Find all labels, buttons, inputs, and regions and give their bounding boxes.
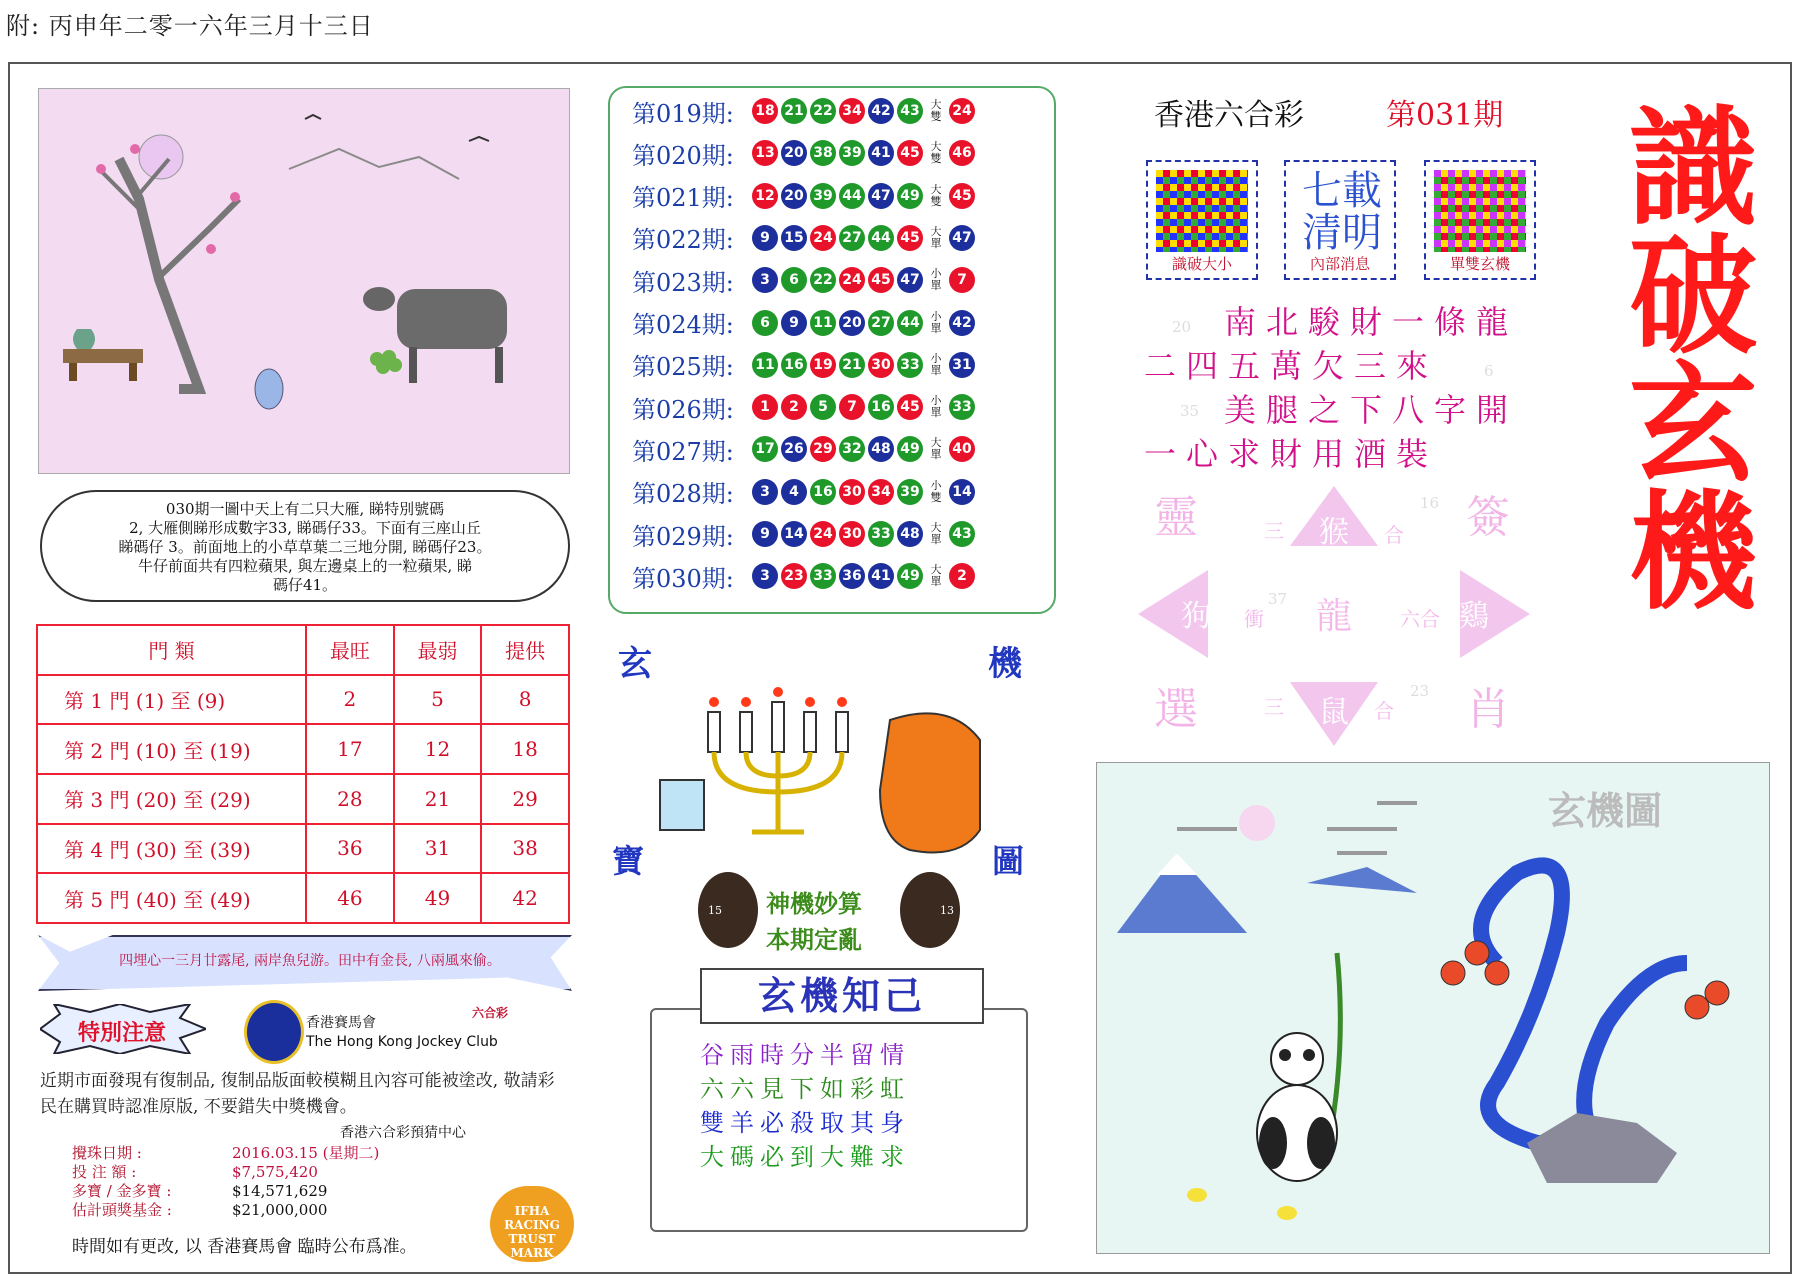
issue-label: 第021期: [632,184,734,213]
history-row [632,92,978,130]
header-date: 附: 丙申年二零一六年三月十三日 [6,12,374,40]
size-parity-tag: 大雙 [930,98,942,123]
number-ball: 49 [897,183,923,209]
door-min: 12 [394,724,482,774]
door-min: 49 [394,873,482,923]
history-row [632,473,978,511]
table-row [37,774,569,824]
cross-up: 猴 [1319,515,1349,550]
cross-small: 三 [1264,695,1284,719]
number-ball: 44 [897,310,923,336]
number-ball: 1 [752,394,778,420]
door-give: 42 [481,873,569,923]
prediction-poem [1144,300,1518,476]
jockey-club-name-en: The Hong Kong Jockey Club [306,1034,498,1050]
issue-number: 第031期 [1386,98,1504,133]
table-row [37,873,569,923]
door-max: 2 [306,675,394,725]
door-min: 31 [394,824,482,874]
number-ball: 47 [897,267,923,293]
number-ball: 41 [868,563,894,589]
table-header: 最弱 [394,625,482,675]
box-size [1146,160,1258,280]
poem-line: 雙羊必殺取其身 [700,1109,910,1137]
poem-line: 美腿之下八字開 [1224,391,1519,429]
number-ball: 33 [810,563,836,589]
poem-number: 6 [1484,362,1494,380]
special-ball: 24 [949,98,975,124]
mark-six-logo: 六合彩 [471,1006,508,1020]
number-ball: 9 [781,310,807,336]
pic-title: 玄機圖 [1548,788,1663,833]
number-ball: 21 [781,98,807,124]
size-parity-tag: 大單 [930,521,942,546]
special-ball: 2 [949,563,975,589]
number-ball: 9 [752,521,778,547]
number-ball: 34 [839,98,865,124]
caption-line: 牛仔前面共有四粒蘋果, 與左邊桌上的一粒蘋果, 睇 [137,557,473,575]
number-ball: 44 [868,225,894,251]
cross-corner: 簽 [1466,492,1510,543]
number-ball: 42 [868,98,894,124]
box-caption: 內部消息 [1309,255,1370,273]
special-ball: 42 [949,310,975,336]
number-ball: 23 [781,563,807,589]
issue-label: 第023期: [632,268,734,297]
special-ball: 14 [949,479,975,505]
number-ball: 3 [752,479,778,505]
number-ball: 39 [839,140,865,166]
cross-small: 衝 [1244,607,1264,631]
qizai-qingming [1292,170,1392,254]
door-label: 第 4 門 (30) 至 (39) [37,824,306,874]
number-ball: 49 [897,436,923,462]
table-row [37,724,569,774]
issue-label: 第019期: [632,99,734,128]
cross-right: 鷄 [1459,599,1489,634]
number-ball: 15 [781,225,807,251]
special-notice-badge [40,1004,206,1054]
number-ball: 7 [839,394,865,420]
number-ball: 9 [752,225,778,251]
caption-line: 睇碼仔 3。前面地上的小草草葉二三地分開, 睇碼仔23。 [118,538,492,556]
number-ball: 6 [752,310,778,336]
number-ball: 27 [868,310,894,336]
scroll-title: 玄機知己 [700,968,984,1024]
box-caption: 單雙玄機 [1449,255,1510,273]
puzzle-picture-1 [38,88,570,474]
number-ball: 20 [781,140,807,166]
issue-label: 第030期: [632,564,734,593]
monkey-number-left: 15 [708,904,722,917]
number-ball: 36 [839,563,865,589]
number-ball: 39 [897,479,923,505]
issue-label: 第027期: [632,437,734,466]
caption-line: 碼仔41。 [272,576,338,594]
number-ball: 12 [752,183,778,209]
info-value: $7,575,420 [232,1163,318,1181]
number-ball: 26 [781,436,807,462]
number-ball: 33 [868,521,894,547]
jockey-club-name-cn: 香港賽馬會 [306,1015,376,1031]
door-max: 36 [306,824,394,874]
number-ball: 4 [781,479,807,505]
door-max: 46 [306,873,394,923]
number-ball: 45 [897,394,923,420]
number-ball: 45 [868,267,894,293]
footnote: 時間如有更改, 以 香港賽馬會 臨時公布爲准。 [72,1237,417,1257]
table-header-row [37,625,569,675]
shenji-motto [766,886,862,958]
table-row [37,675,569,725]
cross-small: 合 [1384,523,1404,547]
door-label: 第 3 門 (20) 至 (29) [37,774,306,824]
number-ball: 33 [897,352,923,378]
caption-line: 030期一圖中天上有二只大雁, 睇特別號碼 [165,500,445,518]
door-give: 29 [481,774,569,824]
size-parity-tag: 大單 [930,436,942,462]
info-value: $14,571,629 [232,1182,328,1200]
info-key: 多寶 / 金多寶 : [72,1182,172,1200]
cross-corner: 選 [1154,684,1198,735]
side-char-tu: 圖 [992,842,1025,880]
door-label: 第 5 門 (40) 至 (49) [37,873,306,923]
issue-label: 第026期: [632,395,734,424]
number-ball: 22 [810,98,836,124]
number-ball: 39 [810,183,836,209]
mark-six-title: 香港六合彩 [1154,98,1304,133]
poem-line: 大碼必到大難求 [700,1143,910,1171]
number-ball: 24 [810,521,836,547]
special-ball: 43 [949,521,975,547]
door-max: 28 [306,774,394,824]
number-ball: 27 [839,225,865,251]
motto-line: 本期定亂 [766,925,862,954]
special-ball: 31 [949,352,975,378]
table-header: 最旺 [306,625,394,675]
door-give: 38 [481,824,569,874]
cross-down: 鼠 [1319,695,1349,730]
table-row [37,824,569,874]
issue-label: 第024期: [632,311,734,339]
number-ball: 22 [810,267,836,293]
cross-small: 六合 [1400,607,1440,631]
history-row [632,261,978,299]
number-ball: 5 [810,394,836,420]
scroll-poem [700,1038,910,1174]
poem-number: 35 [1180,402,1200,420]
number-ball: 3 [752,563,778,589]
side-char-bao: 寶 [612,842,645,880]
size-parity-tag: 大單 [930,224,942,250]
number-ball: 49 [897,563,923,589]
door-label: 第 2 門 (10) 至 (19) [37,724,306,774]
issue-label: 第025期: [632,353,734,382]
counterfeit-notice: 近期市面發現有復制品, 復制品版面較模糊且內容可能被塗改, 敬請彩民在購買時認准原版, 不要錯失中獎機會。 [40,1071,555,1117]
info-value: $21,000,000 [232,1201,328,1219]
poem-line: 六六見下如彩虹 [700,1075,910,1103]
number-ball: 21 [839,352,865,378]
info-key: 攪珠日期 : [72,1144,142,1162]
info-row [72,1182,379,1201]
cross-number: 16 [1420,494,1440,512]
door-min: 21 [394,774,482,824]
number-ball: 13 [752,140,778,166]
size-parity-tag: 小雙 [930,478,942,504]
size-parity-tag: 小單 [930,309,942,335]
qizai-line: 七載 [1302,168,1382,214]
number-ball: 43 [897,98,923,124]
jockey-club-logo [244,1000,304,1064]
door-label: 第 1 門 (1) 至 (9) [37,675,306,725]
info-row [72,1163,379,1182]
number-ball: 16 [781,352,807,378]
number-ball: 16 [810,479,836,505]
motto-line: 神機妙算 [766,889,862,918]
number-ball: 47 [868,183,894,209]
draw-history [608,86,1056,614]
number-ball: 48 [868,436,894,462]
size-parity-tag: 小單 [930,351,942,377]
history-row [632,346,978,384]
history-row [632,304,978,342]
door-min: 5 [394,675,482,725]
mosaic-image [1434,170,1526,252]
cross-number: 23 [1410,682,1430,700]
history-row [632,430,978,468]
special-notice-text: 特別注意 [78,1020,167,1046]
number-ball: 14 [781,521,807,547]
cross-number: 37 [1268,590,1288,608]
info-row [72,1144,379,1163]
number-ball: 41 [868,140,894,166]
size-parity-tag: 大單 [930,563,942,589]
history-row [632,134,978,172]
number-ball: 45 [897,225,923,251]
table-header: 提供 [481,625,569,675]
cross-small: 三 [1264,519,1284,543]
number-ball: 30 [839,479,865,505]
panda-mountain-illustration [1097,763,1769,1253]
number-ball: 18 [752,98,778,124]
info-row [72,1201,379,1220]
caption-line: 2, 大雁側睇形成數字33, 睇碼仔33。下面有三座山丘 [129,519,481,537]
number-ball: 32 [839,436,865,462]
number-ball: 30 [839,521,865,547]
info-value: 2016.03.15 (星期二) [232,1144,380,1162]
poem-line: 二四五萬欠三來 [1144,347,1439,385]
cross-small: 合 [1374,699,1394,723]
box-caption: 識破大小 [1171,255,1232,273]
poem-line: 谷雨時分半留情 [700,1041,910,1069]
poem-line: 南北駿財一條龍 [1224,303,1519,341]
number-ball: 19 [810,352,836,378]
qizai-line: 清明 [1302,210,1382,256]
history-row [632,219,978,257]
number-ball: 48 [897,521,923,547]
issue-label: 第020期: [632,141,734,170]
door-give: 18 [481,724,569,774]
number-ball: 11 [752,352,778,378]
monkey-number-right: 13 [940,904,954,917]
cross-center: 龍 [1315,596,1353,637]
draw-info [72,1144,379,1220]
door-give: 8 [481,675,569,725]
mosaic-image [1156,170,1248,252]
cross-corner: 肖 [1466,684,1510,735]
number-ball: 20 [781,183,807,209]
number-ball: 29 [810,436,836,462]
special-ball: 40 [949,436,975,462]
issue-label: 第028期: [632,480,734,509]
ifha-logo: IFHA RACING TRUST MARK [490,1186,574,1262]
poem-line: 一心求財用酒裝 [1144,435,1439,473]
number-ball: 34 [868,479,894,505]
info-key: 估計頭獎基金 : [72,1201,172,1219]
puzzle-picture-2 [1096,762,1770,1254]
special-ball: 33 [949,394,975,420]
number-ball: 24 [810,225,836,251]
notice-signature: 香港六合彩預猜中心 [340,1125,466,1141]
size-parity-tag: 小單 [930,394,942,420]
number-ball: 44 [839,183,865,209]
number-ball: 20 [839,310,865,336]
number-ball: 24 [839,267,865,293]
number-ball: 3 [752,267,778,293]
cross-left: 狗 [1181,599,1211,634]
number-ball: 30 [868,352,894,378]
door-max: 17 [306,724,394,774]
box-odd-even [1424,160,1536,280]
main-title: 識破玄機 [1607,100,1757,612]
door-table [36,624,570,924]
cow-tree-illustration [39,89,569,473]
riddle-banner: 四埋心一三月廿露尾, 兩岸魚兒游。田中有金長, 八兩風來偷。 [119,953,501,969]
number-ball: 38 [810,140,836,166]
special-ball: 47 [949,225,975,251]
size-parity-tag: 大雙 [930,140,942,166]
number-ball: 2 [781,394,807,420]
history-row [632,515,978,553]
special-ball: 45 [949,183,975,209]
puzzle-explanation [40,490,570,602]
table-header: 門 類 [37,625,306,675]
number-ball: 6 [781,267,807,293]
poem-number: 20 [1172,318,1192,336]
number-ball: 16 [868,394,894,420]
size-parity-tag: 大雙 [930,182,942,208]
size-parity-tag: 小單 [930,267,942,293]
history-row [632,388,978,426]
number-ball: 11 [810,310,836,336]
issue-label: 第022期: [632,226,734,255]
special-ball: 46 [949,140,975,166]
number-ball: 17 [752,436,778,462]
issue-label: 第029期: [632,522,734,551]
history-row [632,557,978,595]
corner-char-ji: 機 [988,644,1022,684]
corner-char-xuan: 玄 [618,644,652,684]
cross-corner: 靈 [1154,492,1198,543]
history-row [632,177,978,215]
zodiac-cross [1138,486,1530,746]
special-ball: 7 [949,267,975,293]
info-key: 投 注 額 : [72,1163,137,1181]
number-ball: 45 [897,140,923,166]
